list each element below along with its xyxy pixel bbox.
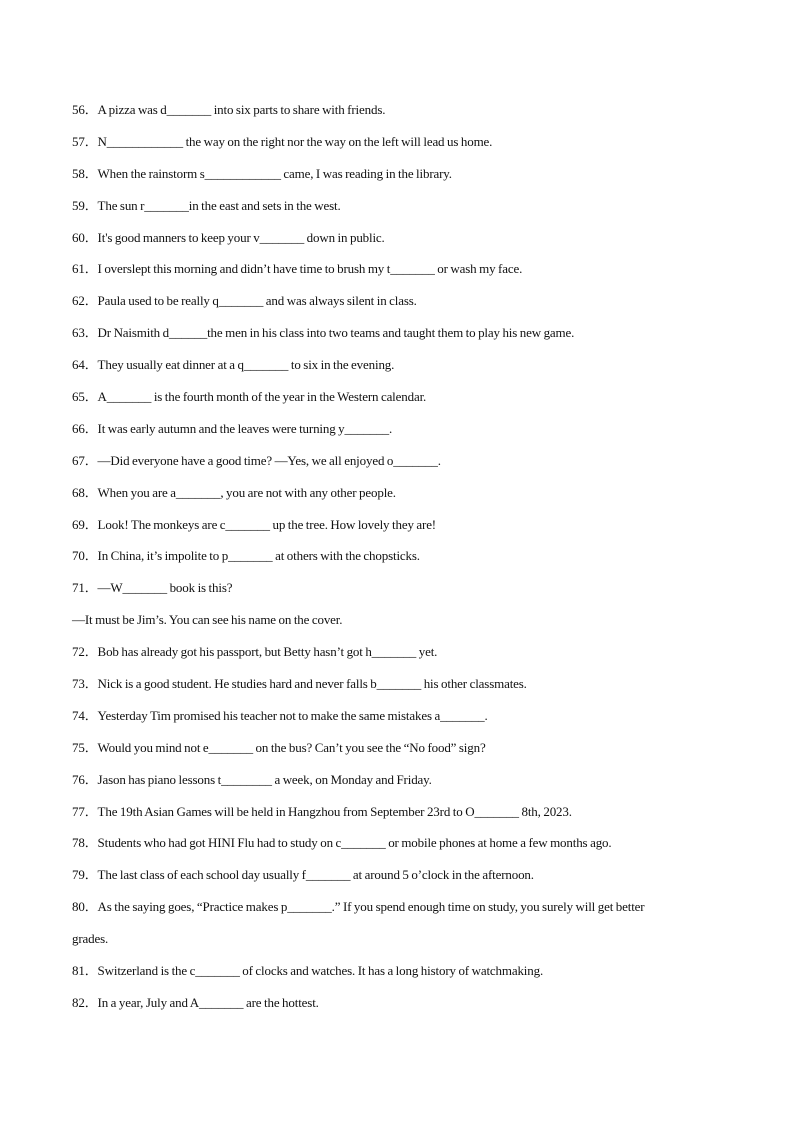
question-61: 61．I overslept this morning and didn’t have time to brush my t_______ or wash my face. — [72, 261, 523, 277]
question-80: 80．As the saying goes, “Practice makes p_______.” If you spend enough time on study, you surely will get better — [72, 899, 645, 915]
question-65: 65．A_______ is the fourth month of the year in the Western calendar. — [72, 389, 427, 405]
question-75: 75．Would you mind not e_______ on the bus? Can’t you see the “No food” sign? — [72, 739, 486, 755]
question-78: 78．Students who had got HINI Flu had to study on c_______ or mobile phones at home a few months ago. — [72, 835, 612, 851]
question-76: 76．Jason has piano lessons t________ a week, on Monday and Friday. — [72, 771, 432, 787]
question-60: 60．It's good manners to keep your v_______ down in public. — [72, 229, 385, 245]
question-80-continued: grades. — [72, 931, 109, 947]
question-69: 69．Look! The monkeys are c_______ up the tree. How lovely they are! — [72, 516, 436, 532]
question-68: 68．When you are a_______, you are not with any other people. — [72, 484, 396, 500]
question-59: 59．The sun r_______in the east and sets in the west. — [72, 197, 341, 213]
question-71: 71．—W_______ book is this? — [72, 580, 233, 596]
question-list — [72, 100, 722, 1025]
question-58: 58．When the rainstorm s____________ came, I was reading in the library. — [72, 165, 452, 181]
question-79: 79．The last class of each school day usually f_______ at around 5 o’clock in the afternoon. — [72, 867, 534, 883]
question-62: 62．Paula used to be really q_______ and was always silent in class. — [72, 293, 417, 309]
question-77: 77．The 19th Asian Games will be held in Hangzhou from September 23rd to O_______ 8th, 2023. — [72, 803, 572, 819]
question-73: 73．Nick is a good student. He studies hard and never falls b_______ his other classmates. — [72, 676, 527, 692]
question-63: 63．Dr Naismith d______the men in his class into two teams and taught them to play his new game. — [72, 325, 575, 341]
question-74: 74．Yesterday Tim promised his teacher not to make the same mistakes a_______. — [72, 707, 488, 723]
question-70: 70．In China, it’s impolite to p_______ at others with the chopsticks. — [72, 548, 420, 564]
question-56: 56．A pizza was d_______ into six parts to share with friends. — [72, 102, 386, 117]
question-67: 67．—Did everyone have a good time? —Yes, we all enjoyed o_______. — [72, 452, 441, 468]
question-64: 64．They usually eat dinner at a q_______ to six in the evening. — [72, 357, 395, 373]
question-72: 72．Bob has already got his passport, but Betty hasn’t got h_______ yet. — [72, 644, 438, 660]
question-66: 66．It was early autumn and the leaves were turning y_______. — [72, 420, 393, 436]
question-71-response: —It must be Jim’s. You can see his name on the cover. — [72, 612, 343, 628]
question-82: 82．In a year, July and A_______ are the hottest. — [72, 994, 319, 1010]
question-57: 57．N____________ the way on the right nor the way on the left will lead us home. — [72, 133, 493, 149]
question-81: 81．Switzerland is the c_______ of clocks and watches. It has a long history of watchmaking. — [72, 963, 544, 979]
